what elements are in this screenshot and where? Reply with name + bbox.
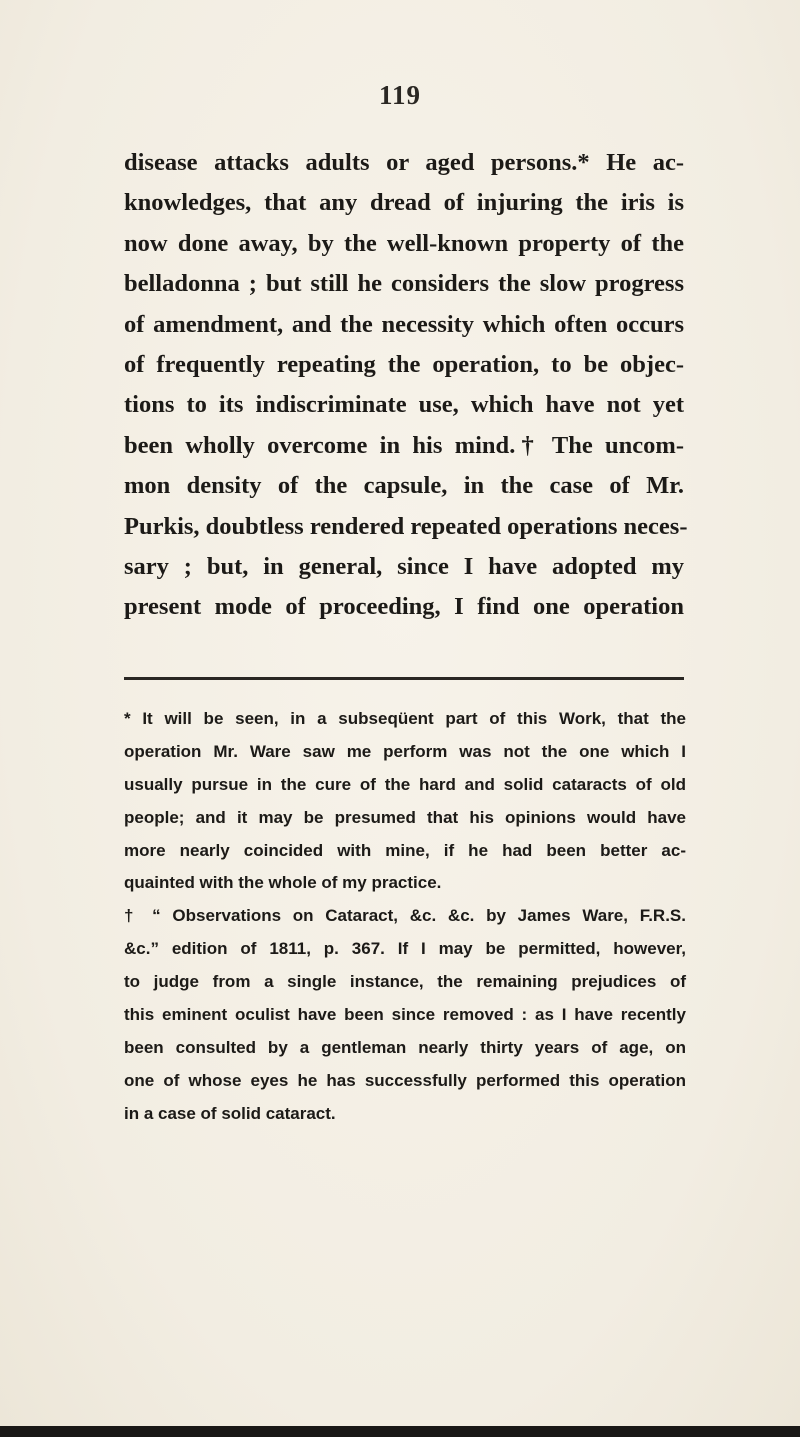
footnote-line: to judge from a single instance, the remaining prejudices of — [124, 972, 686, 992]
text-line: mon density of the capsule, in the case of Mr. — [124, 472, 684, 500]
text-line: present mode of proceeding, I find one operation — [124, 593, 684, 621]
footnote-line: more nearly coincided with mine, if he had been better ac- — [124, 840, 686, 860]
footnote-line: quainted with the whole of my practice. — [124, 873, 442, 893]
main-text-block — [124, 143, 688, 628]
text-line: of frequently repeating the operation, to be objec- — [124, 350, 684, 378]
footnote-line: usually pursue in the cure of the hard and solid cataracts of old — [124, 774, 686, 794]
footnote-line: one of whose eyes he has successfully performed this operation — [124, 1070, 686, 1090]
text-line: sary ; but, in general, since I have adopted my — [124, 552, 684, 580]
footnote-line: been consulted by a gentleman nearly thirty years of age, on — [124, 1037, 686, 1057]
footnote-line: † “ Observations on Cataract, &c. &c. by James Ware, F.R.S. — [124, 906, 686, 926]
footnote-line: in a case of solid cataract. — [124, 1103, 336, 1123]
footnotes-block — [124, 703, 686, 1131]
footnote-line: &c.” edition of 1811, p. 367. If I may be permitted, however, — [124, 939, 686, 959]
text-line: disease attacks adults or aged persons.* He ac- — [124, 149, 684, 176]
text-line: belladonna ; but still he considers the slow progress — [124, 270, 684, 298]
footnote-line: * It will be seen, in a subseqüent part of this Work, that the — [124, 709, 686, 728]
footnote-divider — [124, 677, 684, 680]
page-bottom-edge — [0, 1426, 800, 1437]
page-number: 119 — [378, 80, 421, 110]
text-line: now done away, by the well-known property of the — [124, 229, 684, 257]
text-line: Purkis, doubtless rendered repeated operations neces- — [124, 512, 688, 540]
text-line: been wholly overcome in his mind.† The uncom- — [124, 431, 684, 459]
footnote-line: this eminent oculist have been since removed : as I have recently — [124, 1005, 686, 1025]
text-line: of amendment, and the necessity which often occurs — [124, 310, 684, 338]
footnote-line: operation Mr. Ware saw me perform was not the one which I — [124, 741, 686, 761]
text-line: knowledges, that any dread of injuring the iris is — [124, 189, 684, 217]
footnote-line: people; and it may be presumed that his opinions would have — [124, 807, 686, 827]
text-line: tions to its indiscriminate use, which have not yet — [124, 391, 684, 419]
